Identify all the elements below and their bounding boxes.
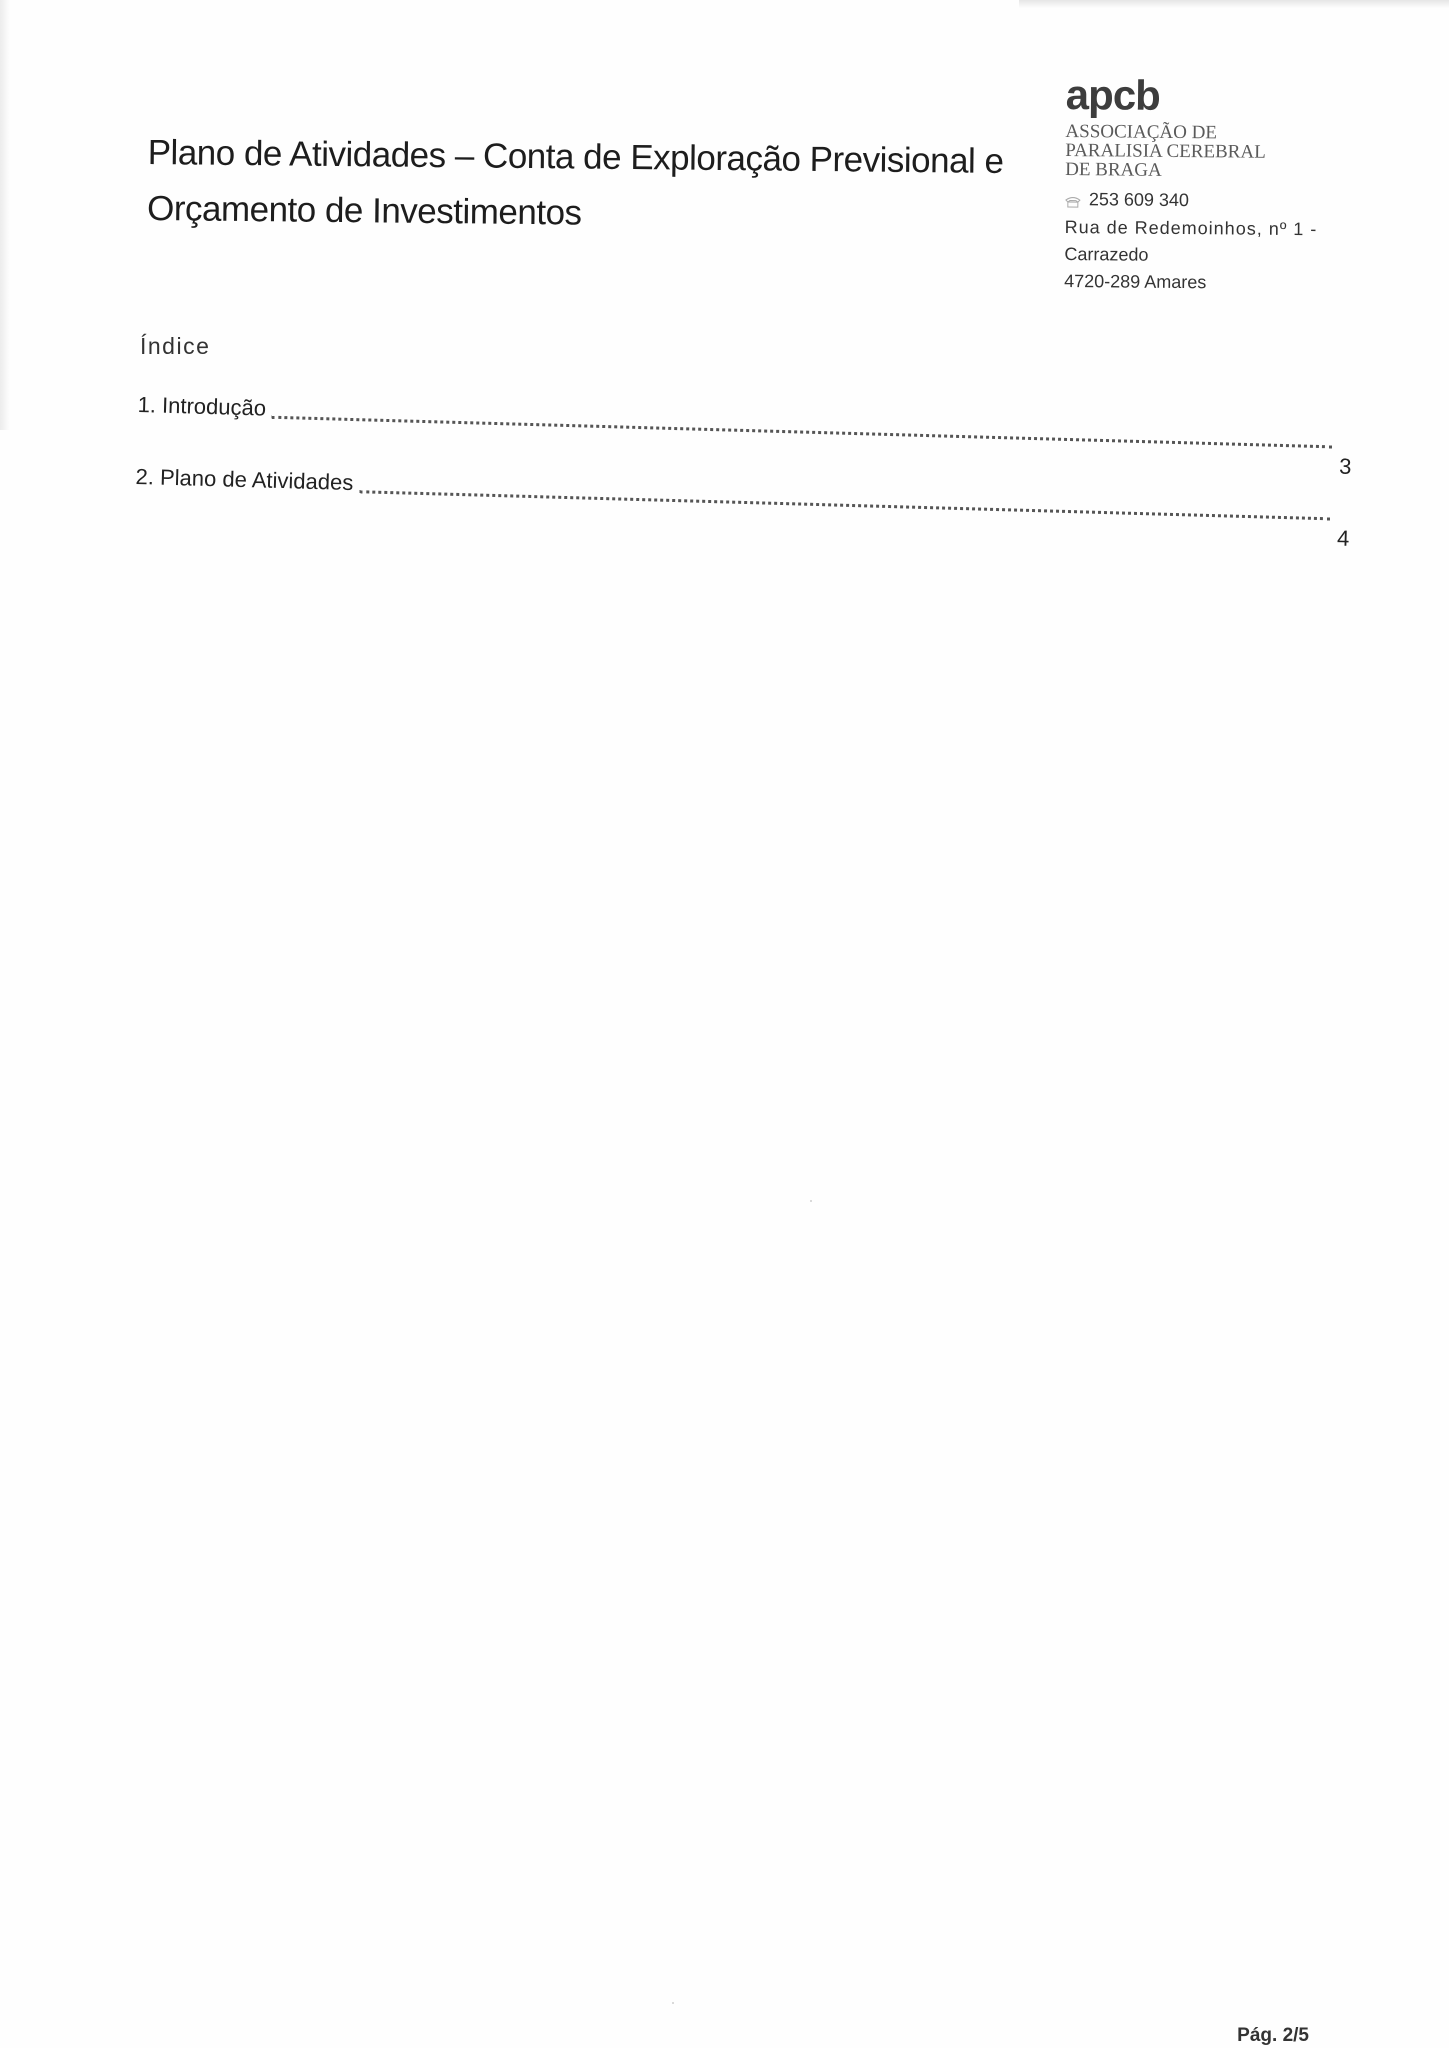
toc-leader-dots [272,396,1333,449]
organization-logo: apcb [1065,71,1161,119]
organization-name-line-3: DE BRAGA [1065,158,1162,181]
scan-edge-shadow-left [0,0,10,430]
toc-item-page-number: 4 [1336,525,1350,551]
table-of-contents [134,392,1353,570]
organization-address-line-2: Carrazedo [1064,243,1149,265]
page-number: Pág. 2/5 [1237,2025,1309,2046]
organization-address [1064,214,1365,298]
document-title-line-2: Orçamento de Investimentos [146,188,582,233]
organization-phone-number: 253 609 340 [1088,189,1190,211]
organization-address-line-3: 4720-289 Amares [1064,270,1207,293]
document-title [147,125,1018,246]
organization-name [1065,122,1365,182]
organization-phone [1065,189,1365,213]
toc-item-page-number: 3 [1338,453,1352,479]
scan-speck [672,2002,674,2004]
organization-header [1064,72,1366,298]
telephone-icon [1065,192,1081,204]
organization-name-line-1: ASSOCIAÇÃO DE [1065,120,1218,144]
toc-item-label: 1. Introdução [137,392,272,422]
organization-name-line-2: PARALISIA CEREBRAL [1065,139,1266,163]
scan-speck [810,1200,812,1202]
organization-address-line-1: Rua de Redemoinhos, nº 1 - [1064,216,1318,240]
document-title-line-1: Plano de Atividades – Conta de Exploração Previsional e [147,132,1004,181]
scan-edge-shadow-top [1019,0,1449,8]
index-heading: Índice [140,333,211,359]
toc-item-label: 2. Plano de Atividades [135,464,359,496]
